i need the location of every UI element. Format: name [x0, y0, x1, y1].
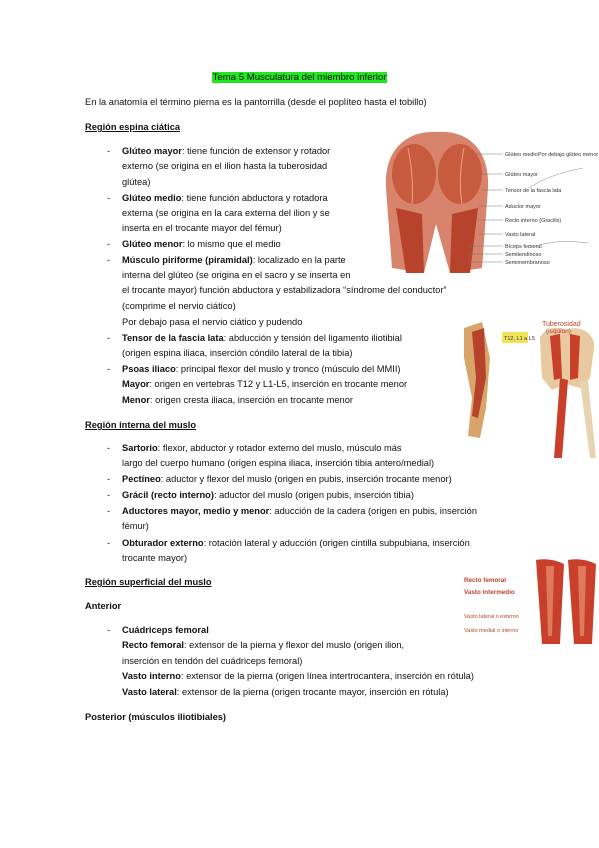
fig-label: Recto interno (Gracilis) [505, 218, 562, 224]
text-line: inserta en el trocante mayor del fémur) [122, 223, 282, 233]
fig-label: Vasto intermedio [464, 589, 515, 596]
list-item: Psoas iliaco: principal flexor del muslo y tronco (músculo del MMII) [122, 364, 401, 374]
subheading-posterior: Posterior (músculos iliotibiales) [85, 712, 227, 722]
text-line: externa (se origina en la cara externa del ilion y se [122, 208, 330, 218]
fig-label: Glúteo mayor [505, 172, 539, 178]
text-line: Menor: origen cresta iliaca, inserción en trocante menor [122, 395, 353, 405]
list-item: Glúteo mayor: tiene función de extensor y rotador [122, 146, 331, 156]
fig-label: Tuberosidad [542, 321, 581, 328]
intro-text: En la anatomía el término pierna es la pantorrilla (desde el poplíteo hasta el tobillo) [85, 97, 427, 107]
bullet-dash: - [107, 538, 111, 548]
text-line: largo del cuerpo humano (origen espina iliaca, inserción tibia antero/medial) [122, 458, 435, 468]
quadriceps-figure [460, 556, 599, 648]
list-item: Aductores mayor, medio y menor: aducción de la cadera (origen en pubis, inserción [122, 506, 478, 516]
fig-label: Aductor mayor [505, 204, 541, 210]
text-line: Mayor: origen en vertebras T12 y L1-L5, inserción en trocante menor [122, 379, 408, 389]
psoas-figure [456, 318, 599, 463]
fig-badge: T12, L1 a L5 [504, 336, 535, 342]
bullet-dash: - [107, 490, 111, 500]
text-line: interna del glúteo (se origina en el sacro y se inserta en [122, 270, 351, 280]
fig-label: Semimembranoso [505, 260, 550, 266]
bullet-dash: - [107, 333, 111, 343]
section-heading-interna: Región interna del muslo [85, 420, 197, 430]
section-heading-espina: Región espina ciática [85, 122, 181, 132]
list-item: Músculo piriforme (piramidal): localizado en la parte [122, 255, 346, 265]
subheading-anterior: Anterior [85, 601, 122, 611]
list-item: Glúteo medio: tiene función abductora y rotadora [122, 193, 328, 203]
fig-label: Tensor de la fascia lata [505, 188, 562, 194]
bullet-dash: - [107, 506, 111, 516]
list-item: Pectíneo: aductor y flexor del muslo (origen en pubis, inserción trocante menor) [122, 474, 452, 484]
bullet-dash: - [107, 146, 111, 156]
text-line: fémur) [122, 521, 149, 531]
bullet-dash: - [107, 443, 111, 453]
fig-label: Recto femoral [464, 577, 506, 584]
fig-label: Semitendinoso [505, 252, 542, 258]
list-item: Sartorio: flexor, abductor y rotador externo del muslo, músculo más [122, 443, 402, 453]
fig-label: Vasto medial o interno [464, 628, 519, 634]
text-line: (comprime el nervio ciático) [122, 301, 236, 311]
section-heading-superficial: Región superficial del muslo [85, 577, 212, 587]
gluteal-muscles-figure [378, 128, 599, 276]
fig-label: Vasto lateral o externo [464, 614, 519, 620]
list-item: Tensor de la fascia lata: abducción y tensión del ligamento iliotibial [122, 333, 402, 343]
fig-label: Bíceps femoral [505, 244, 542, 250]
list-item: Grácil (recto interno): aductor del muslo (origen pubis, inserción tibia) [122, 490, 414, 500]
text-line: el trocante mayor) función abductora y estabilizadora “síndrome del conductor” [122, 285, 447, 295]
fig-label: Por debajo glúteo menor [538, 152, 599, 158]
bullet-dash: - [107, 255, 111, 265]
fig-label: (isquion) [546, 328, 571, 335]
text-line: (origen espina iliaca, inserción cóndilo lateral de la tibia) [122, 348, 353, 358]
list-item: Glúteo menor: lo mismo que el medio [122, 239, 281, 249]
text-line: externo (se origina en el ilion hasta la tuberosidad [122, 161, 328, 171]
bullet-dash: - [107, 364, 111, 374]
text-line: Recto femoral: extensor de la pierna y flexor del muslo (origen ilion, [122, 640, 405, 650]
fig-label: Glúteo medio [505, 152, 538, 158]
text-line: trocante mayor) [122, 553, 188, 563]
text-line: glútea) [122, 177, 151, 187]
text-line: Vasto lateral: extensor de la pierna (origen trocante mayor, inserción en rótula) [122, 687, 449, 697]
text-line: Vasto interno: extensor de la pierna (origen línea intertrocantera, inserción en rótula) [122, 671, 474, 681]
bullet-dash: - [107, 625, 111, 635]
fig-label: Vasto lateral [505, 232, 536, 238]
bullet-dash: - [107, 193, 111, 203]
text-line: Por debajo pasa el nervio ciático y pudendo [122, 317, 303, 327]
list-item: Obturador externo: rotación lateral y aducción (origen cintilla subpubiana, inserción [122, 538, 470, 548]
bullet-dash: - [107, 474, 111, 484]
page-title: Tema 5 Musculatura del miembro inferior [212, 72, 387, 83]
bullet-dash: - [107, 239, 111, 249]
text-line: inserción en tendón del cuádriceps femoral) [122, 656, 303, 666]
list-item: Cuádriceps femoral [122, 625, 209, 635]
